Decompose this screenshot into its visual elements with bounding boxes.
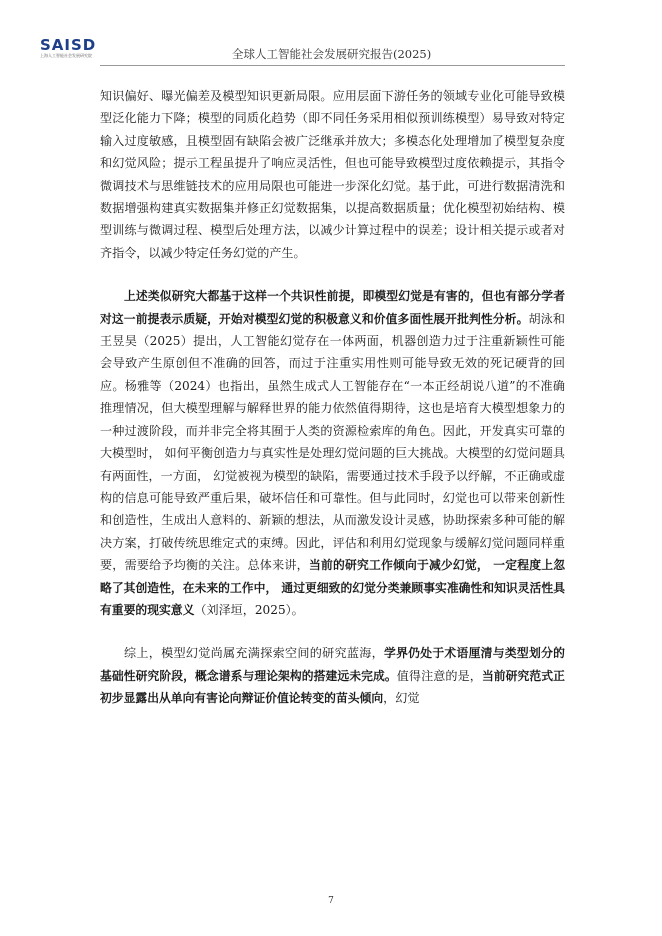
text-run: 综上，模型幻觉尚属充满探索空间的研究蓝海， xyxy=(124,646,384,661)
header-divider xyxy=(100,65,565,66)
report-title: 全球人工智能社会发展研究报告(2025) xyxy=(232,47,432,61)
paragraph-3 xyxy=(100,642,565,709)
text-run: （刘泽垣，2025）。 xyxy=(194,602,304,617)
bold-text-run: 当前的研究工作倾向于减少幻觉， 一定程度上忽略了其创造性，在未来的工作中， 通过更细致的幻觉分类兼顾事实准确性和知识灵活性具有重要的现实意义 xyxy=(100,558,565,617)
text-run: 值得注意的是， xyxy=(396,668,482,683)
paragraph-1 xyxy=(100,85,565,264)
logo-text: SAISD xyxy=(40,36,97,54)
text-run: 胡泳和王昱昊（2025）提出，人工智能幻觉存在一体两面，机器创造力过于注重新颖性可能会导致产生原创但不准确的回答，而过于注重实用性则可能导致无效的死记硬背的回应。杨雅等（2024）也指出，虽然生成式人工智能存在“一本正经胡说八道”的不准确推理情况，但大模型理解与解释世界的能力依然值得期待，这也是培育大模型想象力的一种过渡阶段，而并非完全将其囿于人类的资源检索库的角色。因此，开发真实可靠的大模型时， 如何平衡创造力与真实性是处理幻觉问题的巨大挑战。大模型的幻觉问题具有两面性，一方面， 幻觉被视为模型的缺陷，需要通过技术手段予以纾解，不正确或虚构的信息可能导致严重后果，破坏信任和可靠性。但与此同时，幻觉也可以带来创新性和创造性，生成出人意料的、新颖的想法，从而激发设计灵感，协助探索多种可能的解决方案，打破传统思维定式的束缚。因此，评估和利用幻觉现象与缓解幻觉问题同样重要，需要给予均衡的关注。总体来讲， xyxy=(100,311,565,573)
logo-subtitle: 上海人工智能社会发展研究院 xyxy=(40,53,92,58)
page-header xyxy=(0,0,662,70)
paragraph-2 xyxy=(100,285,565,621)
institute-logo xyxy=(40,38,110,64)
bold-text-run: 当前研究范式正初步显露出从单向有害论向辩证价值论转变的苗头倾向 xyxy=(100,668,565,706)
text-run: ，幻觉 xyxy=(383,691,420,706)
bold-text-run: 上述类似研究大都基于这样一个共识性前提，即模型幻觉是有害的，但也有部分学者对这一前提表示质疑，开始对模型幻觉的积极意义和价值多面性展开批判性分析。 xyxy=(100,289,565,326)
text-run: 知识偏好、曝光偏差及模型知识更新局限。应用层面下游任务的领域专业化可能导致模型泛化能力下降；模型的同质化趋势（即不同任务采用相似预训练模型）易导致对特定输入过度敏感，且模型固有缺陷会被广泛继承并放大；多模态化处理增加了模型复杂度和幻觉风险；提示工程虽提升了响应灵活性，但也可能导致模型过度依赖提示，其指令微调技术与思维链技术的应用局限也可能进一步深化幻觉。基于此，可进行数据清洗和数据增强构建真实数据集并修正幻觉数据集，以提高数据质量；优化模型初始结构、模型训练与微调过程、模型后处理方法，以减少计算过程中的误差；设计相关提示或者对齐指令，以减少特定任务幻觉的产生。 xyxy=(100,89,565,260)
bold-text-run: 学界仍处于术语厘清与类型划分的基础性研究阶段，概念谱系与理论架构的搭建远未完成。 xyxy=(100,646,565,683)
page-number: 7 xyxy=(328,896,334,906)
body-text xyxy=(100,85,565,710)
